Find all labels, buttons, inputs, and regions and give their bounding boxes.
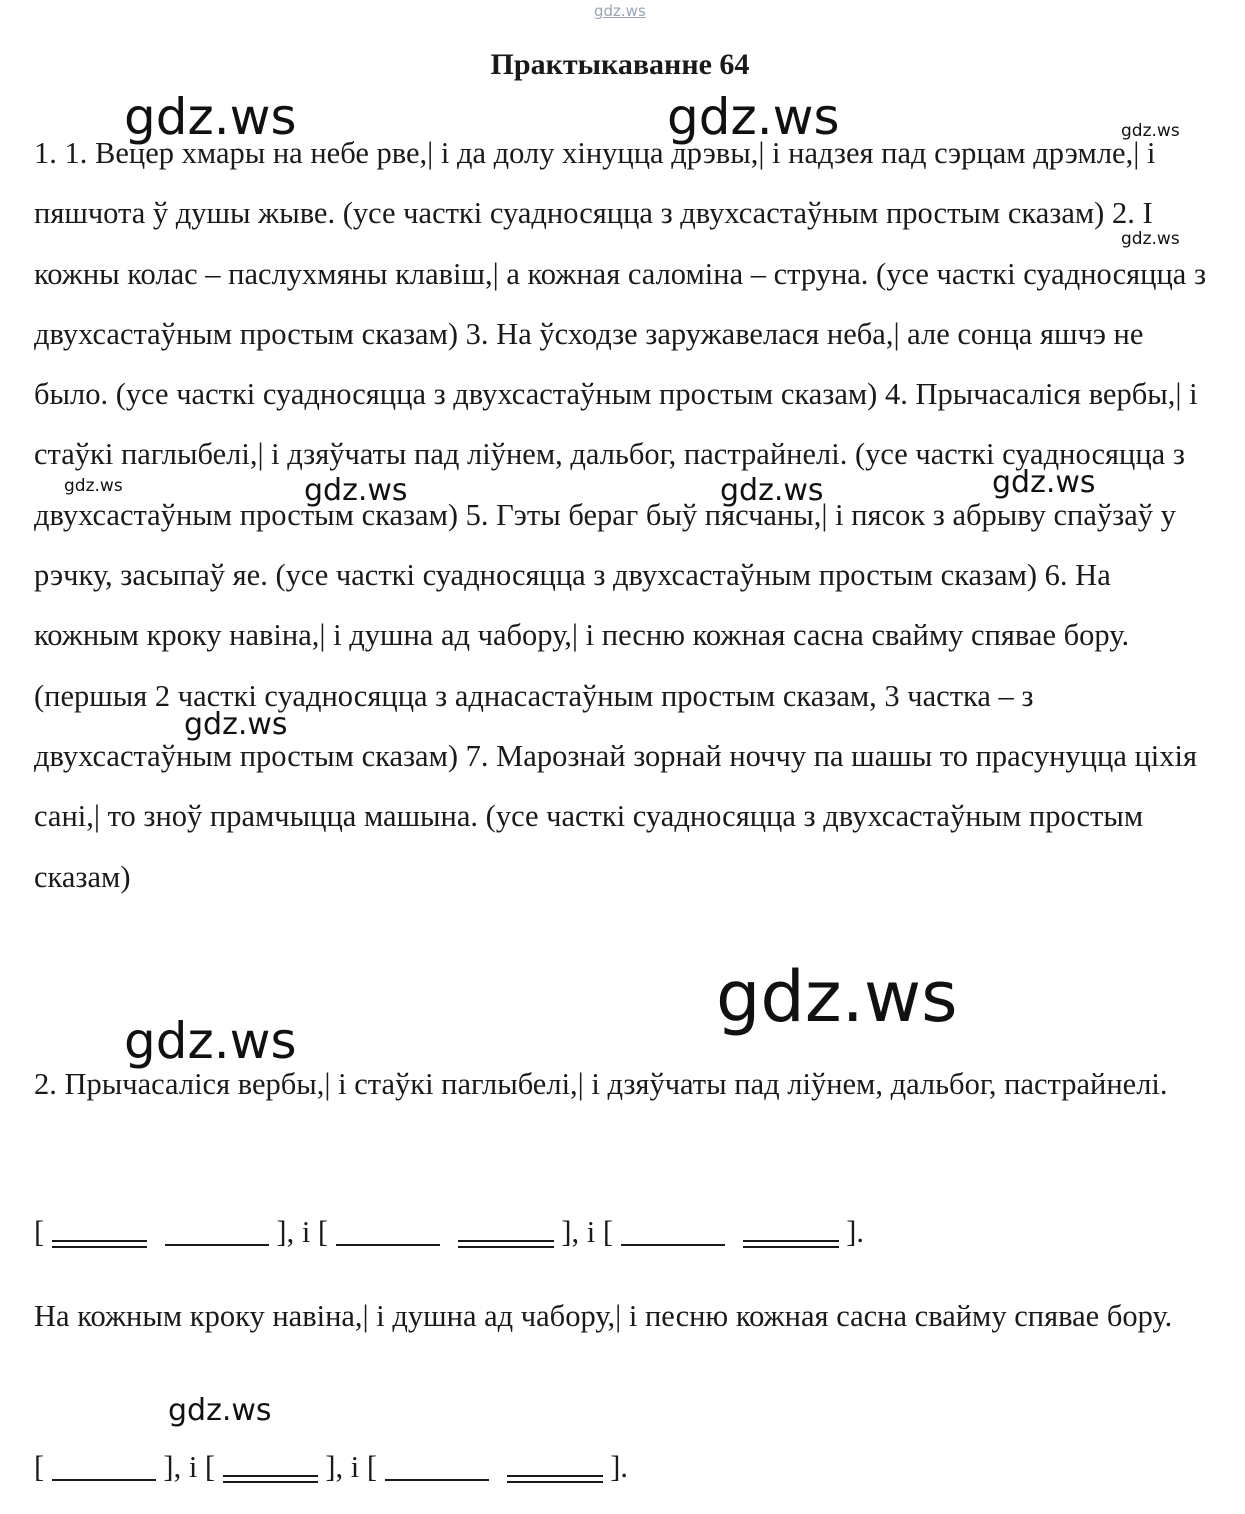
watermark: gdz.ws <box>1121 121 1180 141</box>
page-title: Практыкаванне 64 <box>490 48 750 81</box>
watermark: gdz.ws <box>992 465 1096 500</box>
watermark: gdz.ws <box>64 476 123 496</box>
subject-mark <box>458 1240 554 1248</box>
task-1-text: 1. 1. Вецер хмары на небе рве,| і да долу хінуцца дрэвы,| і надзея пад сэрцам дрэмле,| і пяшчота ў душы жыве. (усе часткі суадносяцца з двухсастаўным простым сказам) 2. І кожны колас – паслухмяны клавіш,| а кожная саломіна – струна. (усе часткі суадносяцца з двухсастаўным простым сказам) 3. На ўсходзе заружавелася неба,| але сонца яшчэ не было. (усе часткі суадносяцца з двухсастаўным простым сказам) 4. Прычасаліся вербы,| і стаўкі паглыбелі,| і дзяўчаты пад ліўнем, дальбог, пастрайнелі. (усе часткі суадносяцца з двухсастаўным простым сказам) 5. Гэты бераг быў пясчаны,| і пясок з абрыву спаўзаў у рэчку, засыпаў яе. (усе часткі суадносяцца з двухсастаўным простым сказам) 6. На кожным кроку навіна,| і душна ад чабору,| і песню кожная сасна свайму спявае бору. (першыя 2 часткі суадносяцца з аднасастаўным простым сказам, 3 частка – з двухсастаўным простым сказам) 7. Марознай зорнай ноччу па шашы то прасунуцца ціхія сані,| то зноў прамчыцца машына. (усе часткі суадносяцца з двухсастаўным простым сказам) <box>34 136 1206 894</box>
watermark: gdz.ws <box>168 1393 272 1428</box>
bracket-open: [ <box>34 1450 45 1484</box>
bracket-separator: ], і [ <box>561 1215 614 1249</box>
bracket-close: ]. <box>846 1215 865 1249</box>
subject-mark <box>223 1475 318 1483</box>
bracket-close: ]. <box>610 1450 629 1484</box>
subject-mark <box>507 1475 603 1483</box>
bracket-separator: ], і [ <box>163 1450 216 1484</box>
watermark: gdz.ws <box>720 473 824 508</box>
watermark: gdz.ws <box>304 473 408 508</box>
watermark: gdz.ws <box>667 88 840 146</box>
task-2-text: 2. Прычасаліся вербы,| і стаўкі паглыбелі,| і дзяўчаты пад ліўнем, дальбог, пастрайнелі. <box>34 1067 1168 1101</box>
watermark: gdz.ws <box>124 88 297 146</box>
subject-mark <box>52 1240 147 1248</box>
predicate-mark <box>165 1243 269 1246</box>
predicate-mark <box>52 1478 156 1481</box>
watermark-top[interactable]: gdz.ws <box>594 2 646 20</box>
watermark: gdz.ws <box>716 956 958 1038</box>
sentence-scheme-1 <box>34 1212 864 1252</box>
bracket-separator: ], і [ <box>276 1215 329 1249</box>
sentence-scheme-2 <box>34 1447 628 1487</box>
predicate-mark <box>385 1478 489 1481</box>
subject-mark <box>743 1240 839 1248</box>
predicate-mark <box>336 1243 440 1246</box>
predicate-mark <box>621 1243 725 1246</box>
task-3-text: На кожным кроку навіна,| і душна ад чабору,| і песню кожная сасна свайму спявае бору. <box>34 1299 1173 1333</box>
watermark: gdz.ws <box>124 1012 297 1070</box>
bracket-separator: ], і [ <box>325 1450 378 1484</box>
bracket-open: [ <box>34 1215 45 1249</box>
watermark: gdz.ws <box>184 707 288 742</box>
watermark: gdz.ws <box>1121 229 1180 249</box>
